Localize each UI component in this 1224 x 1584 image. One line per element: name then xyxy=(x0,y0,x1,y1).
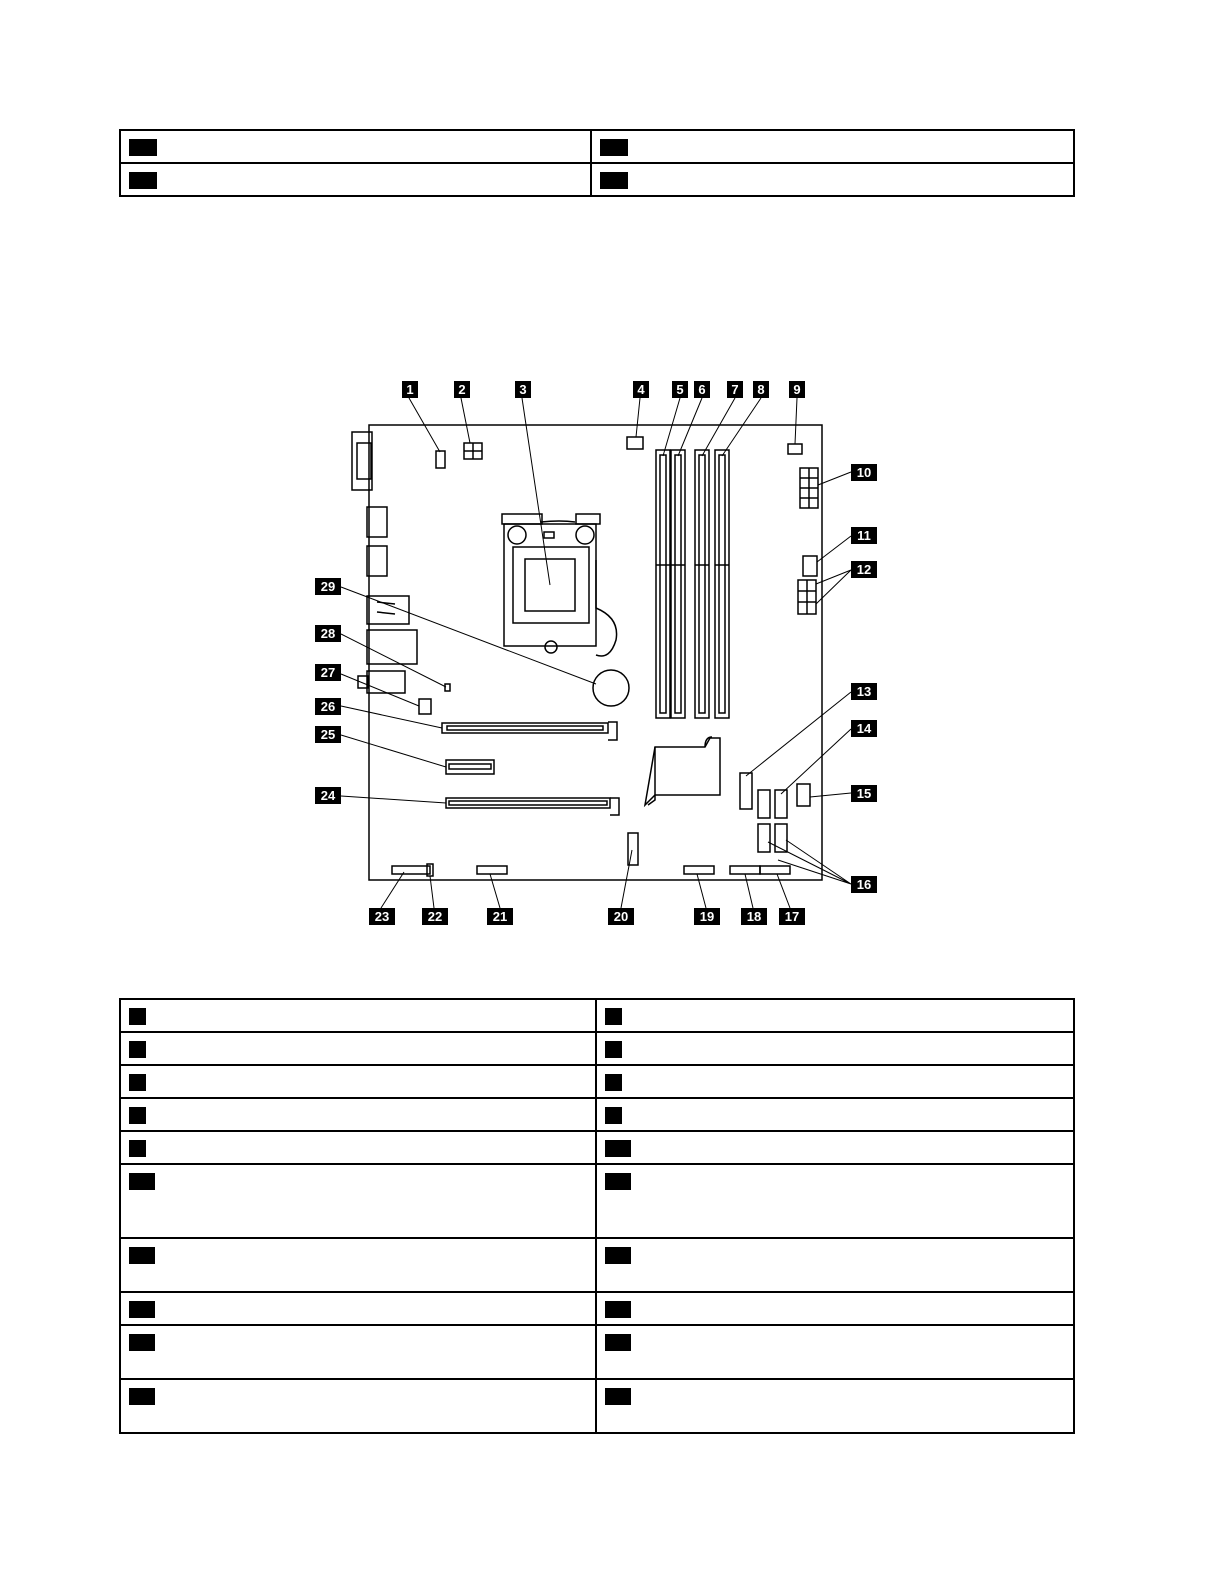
callout-9 xyxy=(789,381,805,398)
callout-2 xyxy=(454,381,470,398)
legend-cell xyxy=(120,1379,596,1433)
callout-22 xyxy=(422,908,448,925)
callout-number: 8 xyxy=(757,382,765,397)
callout-labels xyxy=(315,381,877,925)
legend-cell xyxy=(120,999,596,1032)
callout-badge xyxy=(129,1301,155,1318)
callout-badge xyxy=(129,1173,155,1190)
callout-11 xyxy=(851,527,877,544)
callout-number: 14 xyxy=(856,721,872,736)
callout-4 xyxy=(633,381,649,398)
callout-number: 15 xyxy=(856,786,872,801)
callout-number: 3 xyxy=(519,382,527,397)
callout-number: 24 xyxy=(320,788,336,803)
table-row xyxy=(120,999,1074,1032)
callout-number: 9 xyxy=(793,382,801,397)
legend-cell xyxy=(596,1164,1074,1238)
callout-14 xyxy=(851,720,877,737)
table-row xyxy=(120,1098,1074,1131)
callout-13 xyxy=(851,683,877,700)
legend-cell xyxy=(120,1325,596,1379)
callout-number: 26 xyxy=(320,699,336,714)
callout-number: 2 xyxy=(458,382,466,397)
callout-29 xyxy=(315,578,341,595)
callout-badge xyxy=(605,1008,622,1025)
callout-badge xyxy=(605,1388,631,1405)
callout-badge xyxy=(129,1041,146,1058)
callout-25 xyxy=(315,726,341,743)
table-row xyxy=(120,1379,1074,1433)
callout-number: 1 xyxy=(406,382,414,397)
callout-badge xyxy=(605,1074,622,1091)
legend-cell xyxy=(596,999,1074,1032)
callout-number: 16 xyxy=(856,877,872,892)
callout-number: 6 xyxy=(698,382,706,397)
table-row xyxy=(120,1164,1074,1238)
table-row xyxy=(120,1065,1074,1098)
callout-17 xyxy=(779,908,805,925)
legend-cell xyxy=(596,1032,1074,1065)
callout-badge xyxy=(129,1107,146,1124)
bottom-legend-table xyxy=(119,998,1075,1434)
callout-8 xyxy=(753,381,769,398)
legend-cell xyxy=(120,1065,596,1098)
callout-3 xyxy=(515,381,531,398)
callout-number: 12 xyxy=(856,562,872,577)
callout-badge xyxy=(605,1140,631,1157)
callout-number: 28 xyxy=(320,626,336,641)
callout-badge xyxy=(129,1334,155,1351)
callout-7 xyxy=(727,381,743,398)
callout-number: 13 xyxy=(856,684,872,699)
callout-5 xyxy=(672,381,688,398)
callout-6 xyxy=(694,381,710,398)
legend-cell xyxy=(596,1379,1074,1433)
callout-badge xyxy=(129,1247,155,1264)
legend-cell xyxy=(120,1164,596,1238)
callout-15 xyxy=(851,785,877,802)
table-row xyxy=(120,1131,1074,1164)
callout-number: 19 xyxy=(699,909,715,924)
callout-badge xyxy=(605,1247,631,1264)
callout-number: 18 xyxy=(746,909,762,924)
table-row xyxy=(120,1325,1074,1379)
legend-cell xyxy=(596,1325,1074,1379)
callout-21 xyxy=(487,908,513,925)
callout-number: 4 xyxy=(637,382,645,397)
callout-number: 29 xyxy=(320,579,336,594)
legend-cell xyxy=(120,1131,596,1164)
callout-badge xyxy=(129,1074,146,1091)
legend-cell xyxy=(596,1065,1074,1098)
callout-badge xyxy=(605,1107,622,1124)
callout-badge xyxy=(129,1140,146,1157)
callout-number: 20 xyxy=(613,909,629,924)
callout-badge xyxy=(605,1173,631,1190)
legend-cell xyxy=(596,1131,1074,1164)
legend-cell xyxy=(120,1292,596,1325)
callout-number: 5 xyxy=(676,382,684,397)
callout-badge xyxy=(129,1388,155,1405)
callout-20 xyxy=(608,908,634,925)
legend-cell xyxy=(120,1032,596,1065)
callout-24 xyxy=(315,787,341,804)
callout-badge xyxy=(605,1301,631,1318)
table-row xyxy=(120,1238,1074,1292)
callout-27 xyxy=(315,664,341,681)
legend-cell xyxy=(120,1238,596,1292)
callout-23 xyxy=(369,908,395,925)
legend-cell xyxy=(120,1098,596,1131)
callout-18 xyxy=(741,908,767,925)
legend-cell xyxy=(596,1292,1074,1325)
callout-number: 27 xyxy=(320,665,336,680)
callout-number: 7 xyxy=(731,382,739,397)
callout-number: 21 xyxy=(492,909,508,924)
callout-number: 17 xyxy=(784,909,800,924)
callout-number: 22 xyxy=(427,909,443,924)
table-row xyxy=(120,1032,1074,1065)
callout-16 xyxy=(851,876,877,893)
callout-number: 11 xyxy=(857,528,871,543)
callout-28 xyxy=(315,625,341,642)
callout-26 xyxy=(315,698,341,715)
callout-12 xyxy=(851,561,877,578)
table-row xyxy=(120,1292,1074,1325)
legend-cell xyxy=(596,1098,1074,1131)
callout-badge xyxy=(605,1041,622,1058)
callout-19 xyxy=(694,908,720,925)
callout-1 xyxy=(402,381,418,398)
callout-badge xyxy=(605,1334,631,1351)
callout-number: 23 xyxy=(374,909,390,924)
callout-number: 10 xyxy=(856,465,872,480)
callout-badge xyxy=(129,1008,146,1025)
legend-cell xyxy=(596,1238,1074,1292)
callout-10 xyxy=(851,464,877,481)
callout-number: 25 xyxy=(320,727,336,742)
board-outline xyxy=(369,425,822,880)
